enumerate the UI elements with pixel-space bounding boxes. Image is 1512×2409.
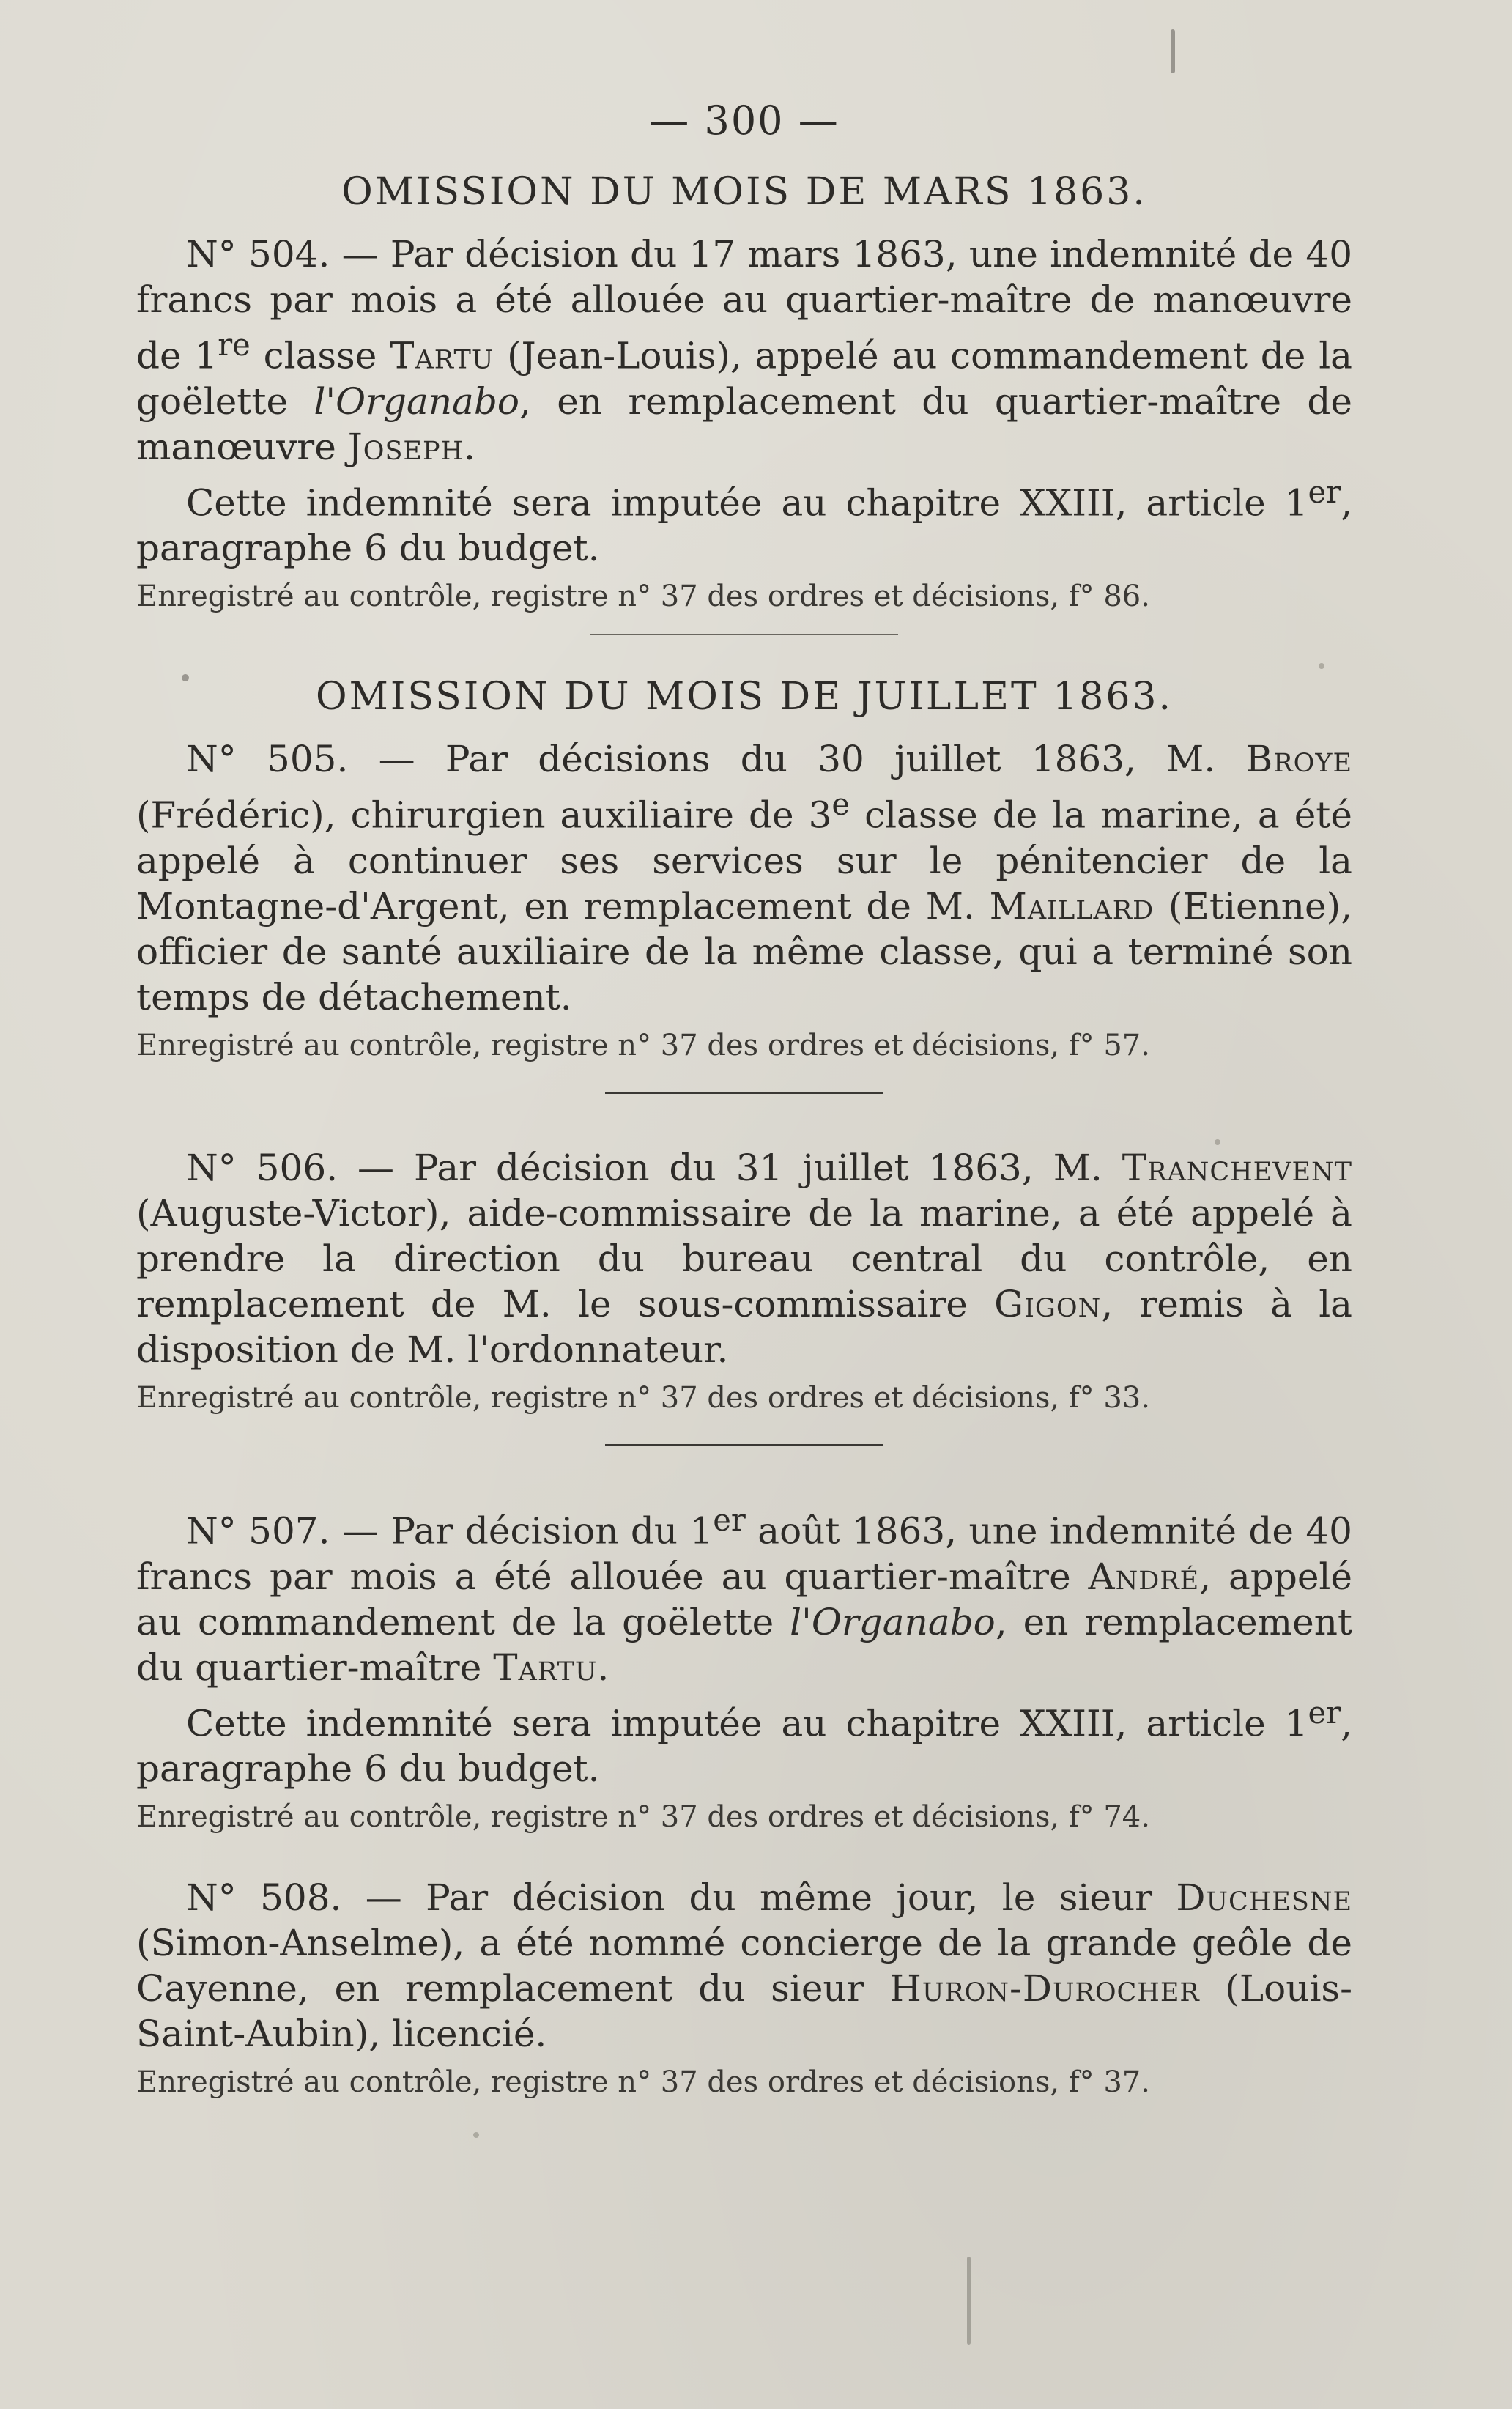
register-note: Enregistré au contrôle, registre n° 37 des ordres et décisions, f° 86. [136, 580, 1150, 614]
person-name: Tartu [493, 1646, 598, 1689]
decision-paragraph: N° 508. — Par décision du même jour, le sieur Duchesne (Simon-Anselme), a été nommé concierge de la grande geôle de Cayenne, en remplacement du sieur Huron-Durocher (Louis-Saint-Aubin), licencié. [136, 1876, 1352, 2056]
scan-speck [1171, 29, 1175, 73]
section-title-mars: OMISSION DU MOIS DE MARS 1863. [341, 170, 1147, 214]
person-name: Tartu [390, 334, 494, 377]
register-note: Enregistré au contrôle, registre n° 37 des ordres et décisions, f° 33. [136, 1380, 1150, 1415]
decision-entry-505 [136, 736, 1352, 1067]
section-divider [590, 634, 898, 635]
person-name: Broye [1245, 738, 1352, 781]
scan-speck [473, 2132, 479, 2138]
person-name: Maillard [989, 884, 1155, 928]
register-note: Enregistré au contrôle, registre n° 37 des ordres et décisions, f° 74. [136, 1800, 1150, 1835]
decision-entry-507 [136, 1498, 1352, 1838]
decision-paragraph: N° 505. — Par décisions du 30 juillet 1863, M. Broye (Frédéric), chirurgien auxiliaire de 3e classe de la marine, a été appelé à continuer ses services sur le pénitencier de la Montagne-d'Argent, en remplacement de M. Maillard (Etienne), officier de santé auxiliaire de la même classe, qui a terminé son temps de détachement. [136, 738, 1352, 1018]
person-name: Huron-Durocher [889, 1967, 1200, 2010]
person-name: André [1088, 1555, 1200, 1598]
decision-paragraph: N° 504. — Par décision du 17 mars 1863, une indemnité de 40 francs par mois a été allouée au quartier-maître de manœuvre de 1re classe Tartu (Jean-Louis), appelé au commandement de la goëlette l'Organabo, en remplacement du quartier-maître de manœuvre Joseph. [136, 233, 1352, 468]
decision-entry-508 [136, 1875, 1352, 2103]
section-title-juillet: OMISSION DU MOIS DE JUILLET 1863. [315, 675, 1174, 719]
budget-paragraph: Cette indemnité sera imputée au chapitre XXIII, article 1er, paragraphe 6 du budget. [136, 1694, 1352, 1791]
person-name: Duchesne [1176, 1876, 1352, 1920]
person-name: Tranchevent [1122, 1146, 1352, 1189]
page-content [136, 95, 1352, 2103]
decision-paragraph: N° 506. — Par décision du 31 juillet 1863, M. Tranchevent (Auguste-Victor), aide-commissaire de la marine, a été appelé à prendre la direction du bureau central du contrôle, en remplacement de M. le sous-commissaire Gigon, remis à la disposition de M. l'ordonnateur. [136, 1146, 1352, 1371]
entry-divider [605, 1444, 883, 1446]
ship-name: l'Organabo [314, 380, 519, 423]
decision-paragraph: N° 507. — Par décision du 1er août 1863, une indemnité de 40 francs par mois a été allouée au quartier-maître André, appelé au commandement de la goëlette l'Organabo, en remplacement du quartier-maître Tartu. [136, 1501, 1352, 1689]
budget-paragraph: Cette indemnité sera imputée au chapitre XXIII, article 1er, paragraphe 6 du budget. [136, 473, 1352, 570]
entry-divider [605, 1092, 883, 1094]
register-note: Enregistré au contrôle, registre n° 37 des ordres et décisions, f° 37. [136, 2065, 1150, 2100]
person-name: Gigon [994, 1282, 1102, 1325]
register-note: Enregistré au contrôle, registre n° 37 des ordres et décisions, f° 57. [136, 1028, 1150, 1062]
ship-name: l'Organabo [790, 1600, 996, 1643]
scan-speck [967, 2257, 971, 2345]
decision-entry-504 [136, 232, 1352, 618]
page-number: — 300 — [649, 97, 840, 144]
spacer [136, 1838, 1352, 1875]
person-name: Joseph [347, 425, 464, 468]
decision-entry-506 [136, 1145, 1352, 1419]
